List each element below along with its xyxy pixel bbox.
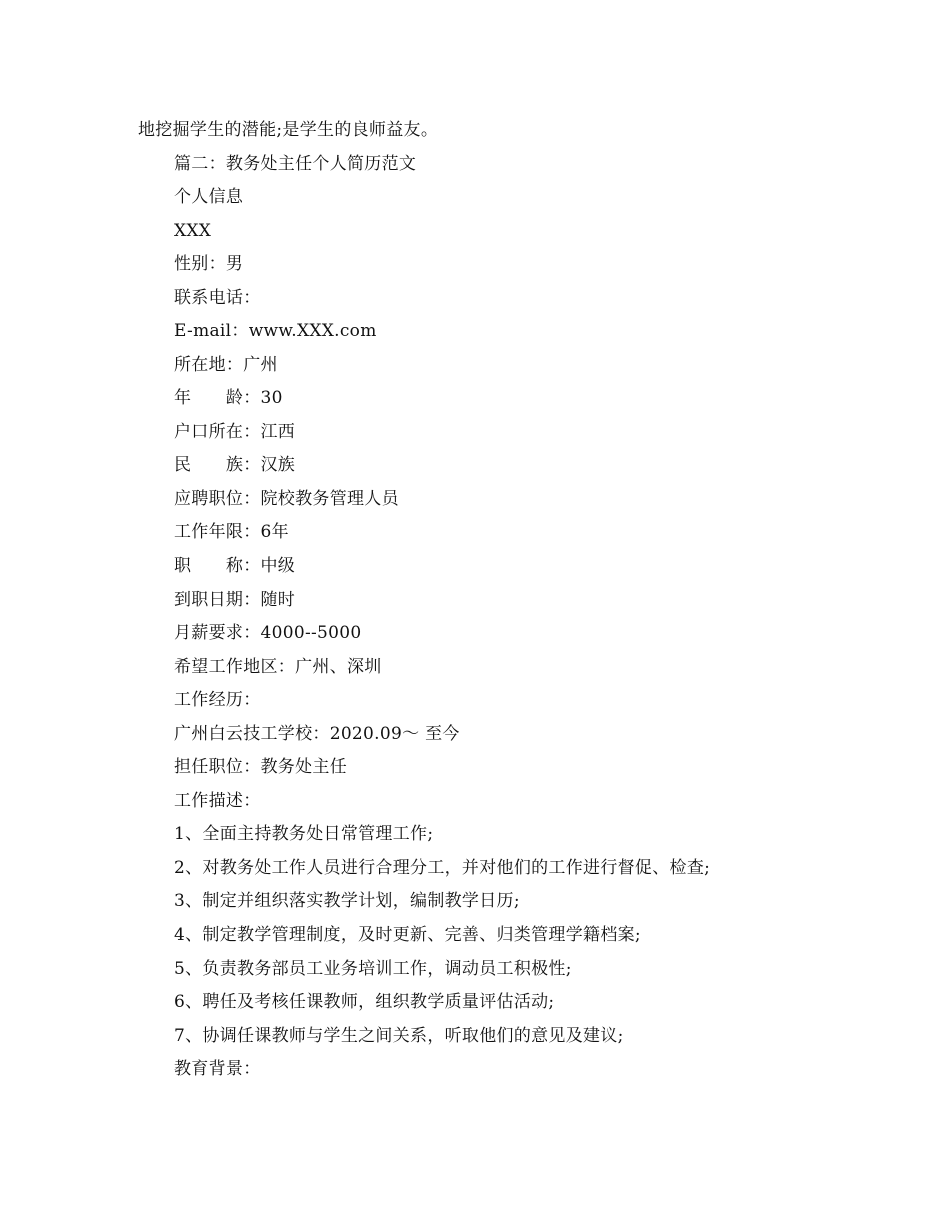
subheading-personal-info: 个人信息 [174,187,244,207]
duty-item: 4、制定教学管理制度，及时更新、完善、归类管理学籍档案; [174,925,641,945]
phone-line: 联系电话： [174,288,261,308]
name-line: XXX [174,221,212,241]
duty-item: 1、全面主持教务处日常管理工作; [174,824,434,844]
subheading-job-description: 工作描述： [174,791,261,811]
role-line: 担任职位：教务处主任 [174,757,347,777]
position-applied-line: 应聘职位：院校教务管理人员 [174,489,399,509]
title-line: 职 称：中级 [174,556,296,576]
duty-item: 5、负责教务部员工业务培训工作，调动员工积极性; [174,959,572,979]
desired-region-line: 希望工作地区：广州、深圳 [174,657,382,677]
gender-line: 性别：男 [174,254,244,274]
employer-line: 广州白云技工学校：2020.09～ 至今 [174,724,460,744]
subheading-work-experience: 工作经历： [174,690,261,710]
email-line: E-mail：www.XXX.com [174,321,377,341]
subheading-education: 教育背景： [174,1059,261,1079]
duty-item: 2、对教务处工作人员进行合理分工，并对他们的工作进行督促、检查; [174,858,711,878]
salary-line: 月薪要求：4000--5000 [174,623,362,643]
ethnicity-line: 民 族：汉族 [174,455,296,475]
location-line: 所在地：广州 [174,355,278,375]
hukou-line: 户口所在：江西 [174,422,296,442]
work-years-line: 工作年限：6年 [174,522,289,542]
duty-item: 7、协调任课教师与学生之间关系，听取他们的意见及建议; [174,1026,624,1046]
age-line: 年 龄：30 [174,388,283,408]
duty-item: 6、聘任及考核任课教师，组织教学质量评估活动; [174,992,555,1012]
section-heading: 篇二：教务处主任个人简历范文 [174,154,417,174]
text-line-continuation: 地挖掘学生的潜能;是学生的良师益友。 [138,120,439,140]
start-date-line: 到职日期：随时 [174,590,296,610]
duty-item: 3、制定并组织落实教学计划，编制教学日历; [174,891,520,911]
